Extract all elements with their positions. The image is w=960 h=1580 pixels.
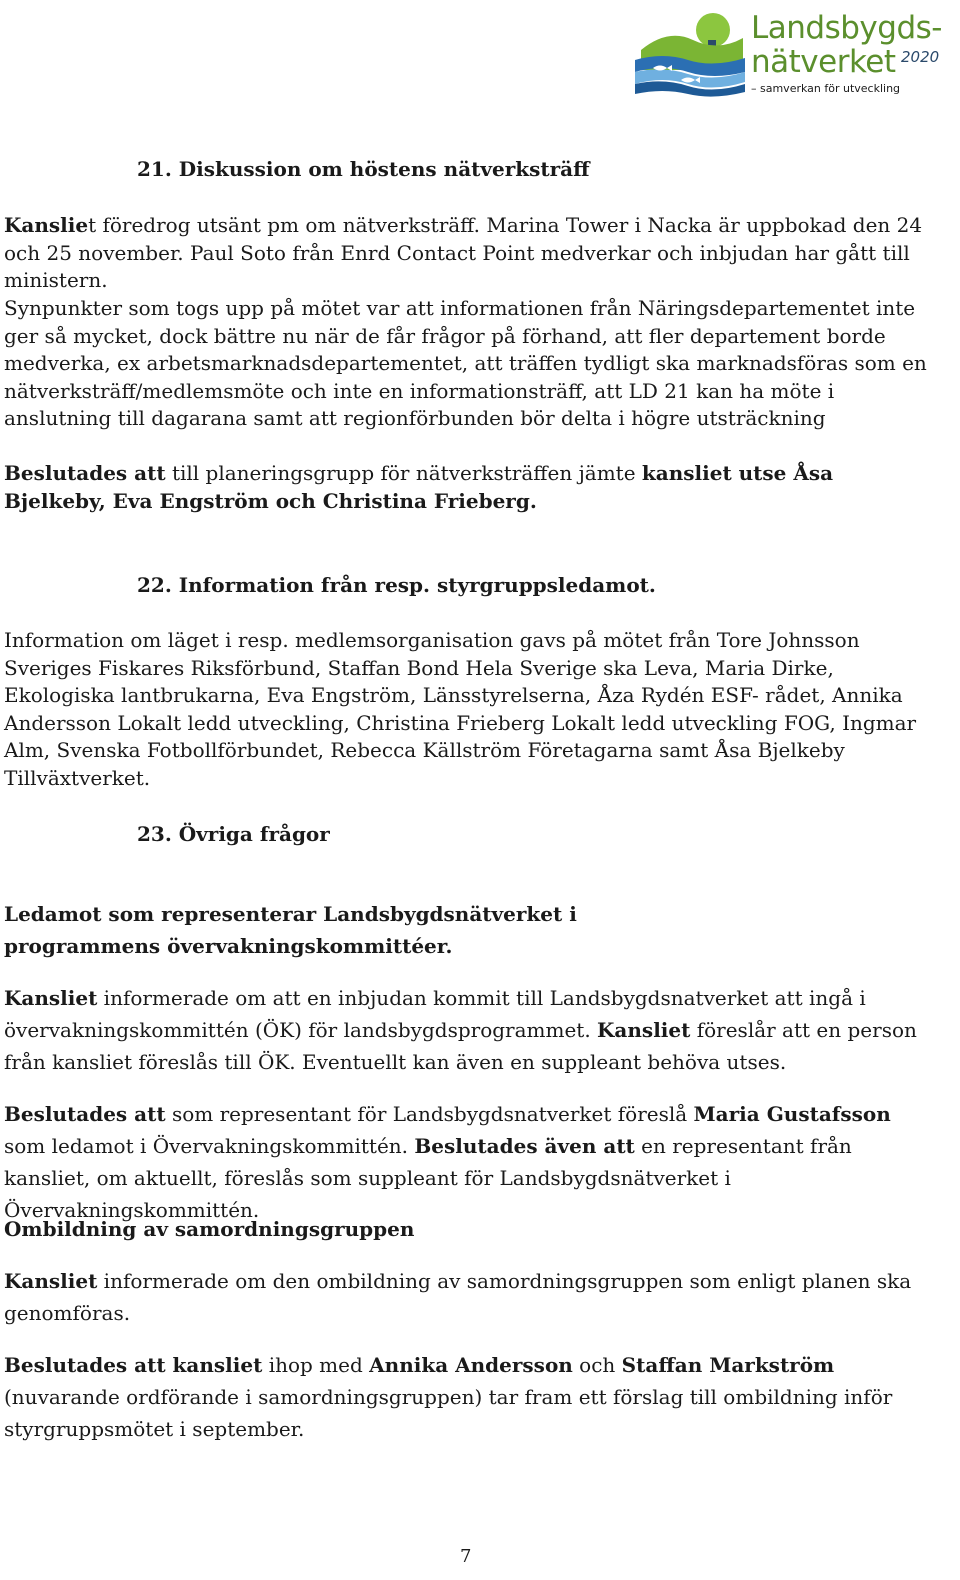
logo-emblem-icon — [633, 10, 748, 100]
paragraph-text: som representant för Landsbygdsnatverket föreslå — [165, 1102, 694, 1126]
bold-text: kansliet utse Åsa Bjelkeby, Eva Engström och Christina Frieberg. — [4, 461, 834, 513]
bold-text: Beslutades att — [4, 1102, 166, 1126]
bold-text: Kansliet — [4, 986, 98, 1010]
section-23-paragraph-c — [4, 1265, 934, 1329]
paragraph-text: (nuvarande ordförande i samordningsgruppen) tar fram ett förslag till ombildning inför styrgruppsmötet i september. — [4, 1385, 893, 1441]
section-21-paragraph-2: Synpunkter som togs upp på mötet var att informationen från Näringsdepartementet inte ger så mycket, dock bättre nu när de får frågor på förhand, att fler departement borde medverka, ex arbetsmarknadsdepartementet, att träffen tydligt ska marknadsföras som en nätverksträff/medlemsmöte och inte en informationsträff, att LD 21 kan ha möte i anslutning till dagarana samt att regionförbunden bör delta i högre utsträckning — [4, 296, 927, 430]
bold-text: Beslutades även att — [414, 1134, 635, 1158]
logo-text-line1: Landsbygds- — [751, 10, 942, 46]
section-23-paragraph-b — [4, 1098, 934, 1226]
logo-text-line2: nätverket — [751, 44, 896, 80]
landsbygdsnatverket-logo — [633, 10, 948, 100]
bold-text: Annika Andersson — [369, 1353, 573, 1377]
paragraph-text: och — [572, 1353, 622, 1377]
section-23-paragraph-d — [4, 1349, 934, 1445]
section-21-paragraph-1 — [4, 212, 934, 295]
page-number: 7 — [460, 1546, 472, 1567]
section-23-subheading-1: Ledamot som representerar Landsbygdsnätverket i programmens övervakningskommittéer. — [4, 902, 577, 958]
bold-text: Staffan Markström — [621, 1353, 835, 1377]
paragraph-text: till planeringsgrupp för nätverksträffen jämte — [165, 461, 642, 485]
bold-text: Kansliet — [4, 1269, 98, 1293]
paragraph-text: som ledamot i Övervakningskommittén. — [4, 1134, 415, 1158]
logo-year: 2020 — [901, 48, 940, 66]
section-22-paragraph: Information om läget i resp. medlemsorganisation gavs på mötet från Tore Johnsson Sveriges Fiskares Riksförbund, Staffan Bond Hela Sverige ska Leva, Maria Dirke, Ekologiska lantbrukarna, Eva Engström, Länsstyrelserna, Åza Rydén ESF- rådet, Annika Andersson Lokalt ledd utveckling, Christina Frieberg Lokalt ledd utveckling FOG, Ingmar Alm, Svenska Fotbollförbundet, Rebecca Källström Företagarna samt Åsa Bjelkeby Tillväxtverket. — [4, 628, 917, 790]
paragraph-text: t föredrog utsänt pm om nätverksträff. Marina Tower i Nacka är uppbokad den 24 och 25 november. Paul Soto från Enrd Contact Point medverkar och inbjudan har gått till ministern. — [4, 213, 923, 292]
section-23-paragraph-a — [4, 982, 934, 1078]
paragraph-text: föreslår att en person från kansliet föreslås till ÖK. Eventuellt kan även en suppleant behöva utses. — [4, 1018, 917, 1074]
section-22-heading: 22. Information från resp. styrgruppsledamot. — [137, 573, 656, 597]
bold-text: Kansliet — [597, 1018, 691, 1042]
bold-text: Beslutades att — [4, 461, 166, 485]
section-23-subheading-2: Ombildning av samordningsgruppen — [4, 1217, 415, 1241]
paragraph-text: en representant från kansliet, om aktuellt, föreslås som suppleant för Landsbygdsnätverket i Övervakningskommittén. — [4, 1134, 852, 1222]
paragraph-text: informerade om den ombildning av samordningsgruppen som enligt planen ska genomföras. — [4, 1269, 912, 1325]
section-21-heading: 21. Diskussion om höstens nätverksträff — [137, 157, 590, 181]
section-21-decision — [4, 460, 934, 515]
bold-text: Beslutades att kansliet — [4, 1353, 263, 1377]
logo-tagline: – samverkan för utveckling — [751, 82, 901, 95]
paragraph-text: ihop med — [262, 1353, 370, 1377]
bold-text: Maria Gustafsson — [693, 1102, 891, 1126]
bold-text: Kanslie — [4, 213, 89, 237]
paragraph-text: informerade om att en inbjudan kommit till Landsbygdsnatverket att ingå i övervakningskommittén (ÖK) för landsbygdsprogrammet. — [4, 986, 866, 1042]
section-23-heading: 23. Övriga frågor — [137, 822, 330, 846]
